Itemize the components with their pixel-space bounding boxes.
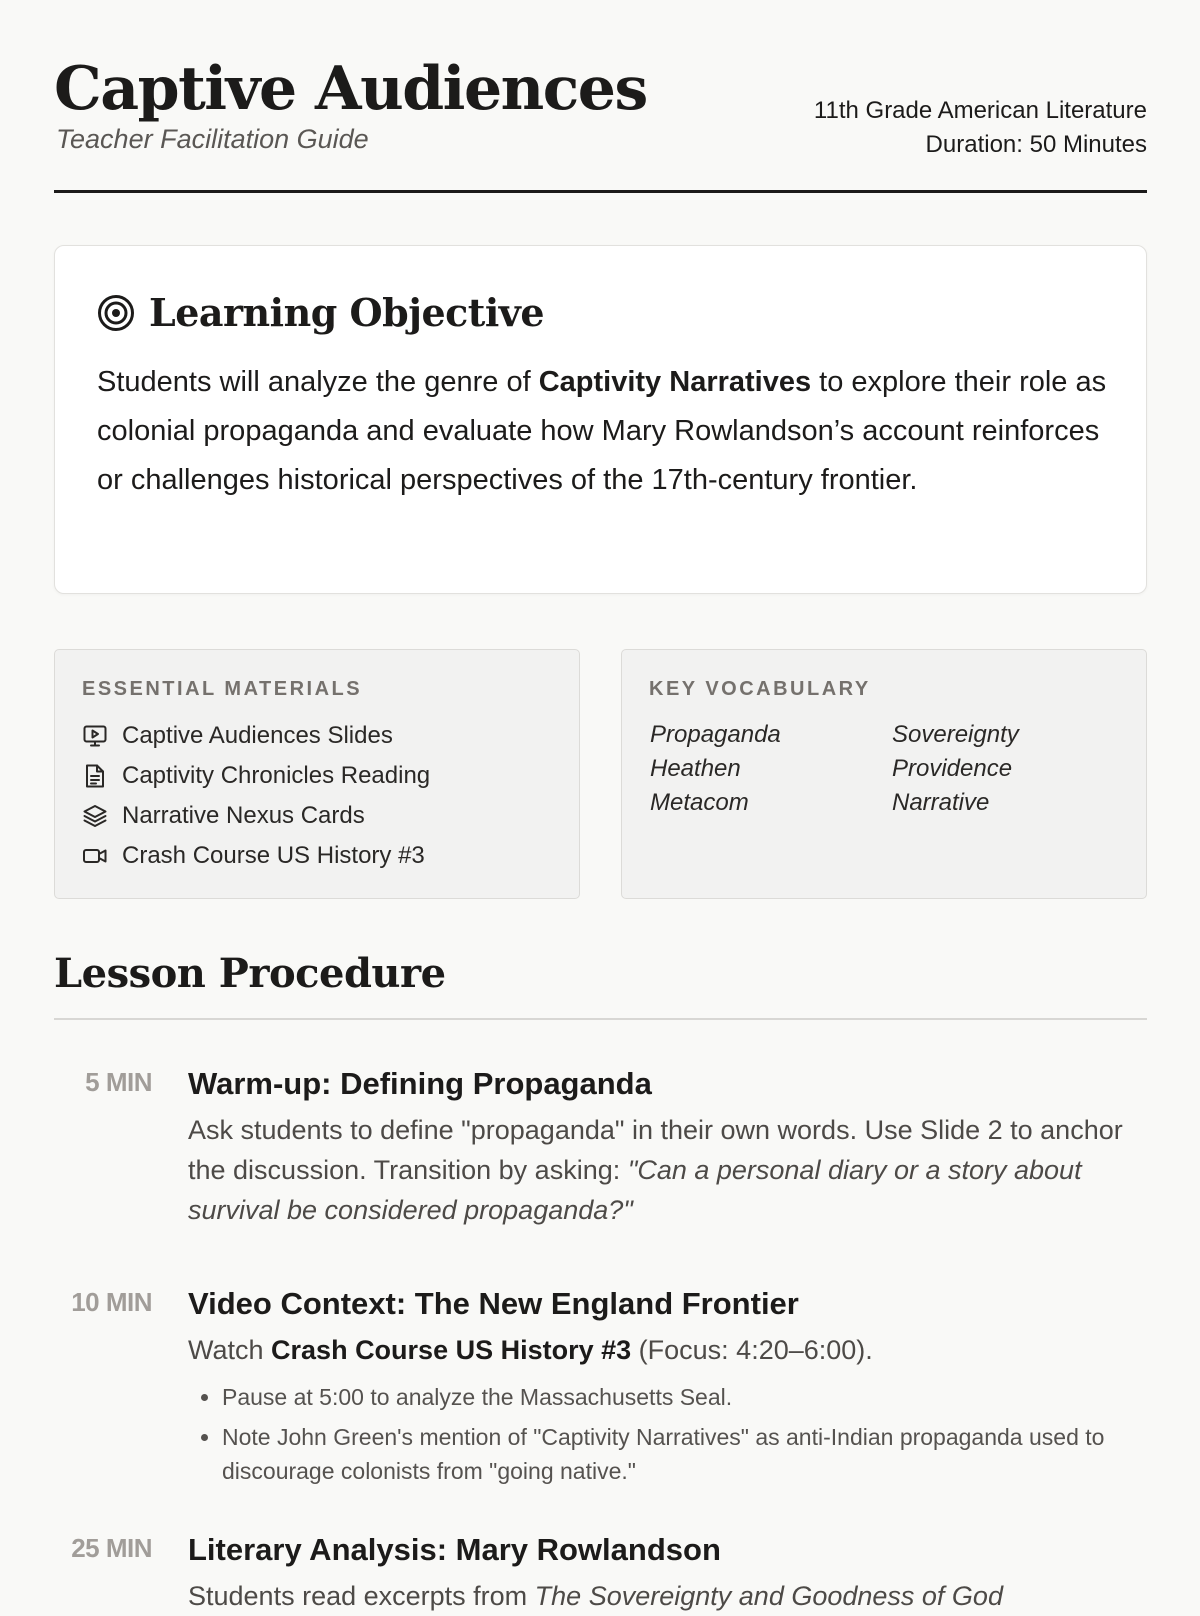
document-icon — [82, 763, 108, 789]
page-header — [54, 0, 1147, 193]
materials-label: ESSENTIAL MATERIALS — [82, 678, 363, 700]
step-title: Video Context: The New England Frontier — [188, 1286, 799, 1321]
learning-objective-card — [54, 245, 1147, 594]
duration-label: Duration: 50 Minutes — [925, 131, 1147, 158]
step-quote: "Can a personal diary or a story about survival be considered propaganda?" — [188, 1155, 1082, 1225]
vocab-term: Sovereignty — [892, 721, 1019, 748]
video-icon — [82, 843, 108, 869]
material-label: Captivity Chronicles Reading — [122, 762, 431, 789]
vocab-term: Providence — [892, 755, 1013, 782]
vocabulary-label: KEY VOCABULARY — [649, 678, 871, 700]
key-vocabulary-box — [621, 649, 1147, 899]
step-book-title: The Sovereignty and Goodness of God — [534, 1581, 1003, 1611]
vocab-term: Propaganda — [650, 721, 781, 748]
step-title: Warm-up: Defining Propaganda — [188, 1066, 652, 1101]
step-text — [188, 1110, 1150, 1230]
step-text — [188, 1576, 1150, 1616]
step-body — [188, 1530, 1150, 1616]
vocabulary-grid — [650, 718, 1120, 820]
vocab-term: Heathen — [650, 755, 741, 782]
material-label: Narrative Nexus Cards — [122, 802, 365, 829]
layers-icon — [82, 803, 108, 829]
objective-key-term: Captivity Narratives — [538, 366, 812, 398]
procedure-divider — [54, 1018, 1147, 1020]
step-time: 10 MIN — [71, 1287, 152, 1317]
step-text — [188, 1330, 1150, 1370]
vocab-term: Metacom — [650, 789, 749, 816]
step-time: 5 MIN — [85, 1067, 152, 1097]
materials-list — [82, 716, 430, 876]
material-item — [82, 716, 430, 756]
objective-title: Learning Objective — [149, 290, 545, 335]
target-icon — [97, 294, 135, 332]
objective-heading — [97, 290, 544, 335]
step-body — [188, 1284, 1150, 1494]
material-label: Captive Audiences Slides — [122, 722, 393, 749]
step-time: 25 MIN — [71, 1533, 152, 1563]
material-item — [82, 756, 430, 796]
objective-text — [97, 358, 1107, 505]
material-label: Crash Course US History #3 — [122, 842, 425, 869]
presentation-icon — [82, 723, 108, 749]
objective-text-end: to explore their role as colonial propaganda and evaluate how Mary Rowlandson’s account reinforces or challenges historical perspectives of the 17th-century frontier. — [97, 366, 1107, 496]
step-text-start: Watch — [188, 1335, 272, 1365]
page-title: Captive Audiences — [54, 54, 647, 124]
objective-text-start: Students will analyze the genre of — [97, 366, 539, 398]
step-title: Literary Analysis: Mary Rowlandson — [188, 1532, 721, 1567]
step-bullet: • Pause at 5:00 to analyze the Massachusetts Seal. — [222, 1380, 1150, 1414]
step-body — [188, 1064, 1150, 1230]
step-bullet: • Note John Green's mention of "Captivity Narratives" as anti-Indian propaganda used to discourage colonists from "going native." — [222, 1420, 1150, 1488]
procedure-title: Lesson Procedure — [54, 950, 446, 997]
page-subtitle: Teacher Facilitation Guide — [56, 124, 369, 154]
step-text-start: Students read excerpts from — [188, 1581, 535, 1611]
step-text-main: Ask students to define "propaganda" in their own words. Use Slide 2 to anchor the discussion. Transition by asking: — [188, 1115, 1123, 1185]
course-label: 11th Grade American Literature — [813, 97, 1147, 124]
material-item — [82, 836, 430, 876]
essential-materials-box — [54, 649, 580, 899]
lesson-meta — [814, 94, 1147, 162]
step-text-end: (Focus: 4:20–6:00). — [631, 1335, 873, 1365]
guide-page — [54, 0, 1147, 1611]
step-bullets — [188, 1380, 1150, 1488]
vocab-term: Narrative — [892, 789, 990, 816]
material-item — [82, 796, 430, 836]
step-resource: Crash Course US History #3 — [271, 1335, 632, 1365]
